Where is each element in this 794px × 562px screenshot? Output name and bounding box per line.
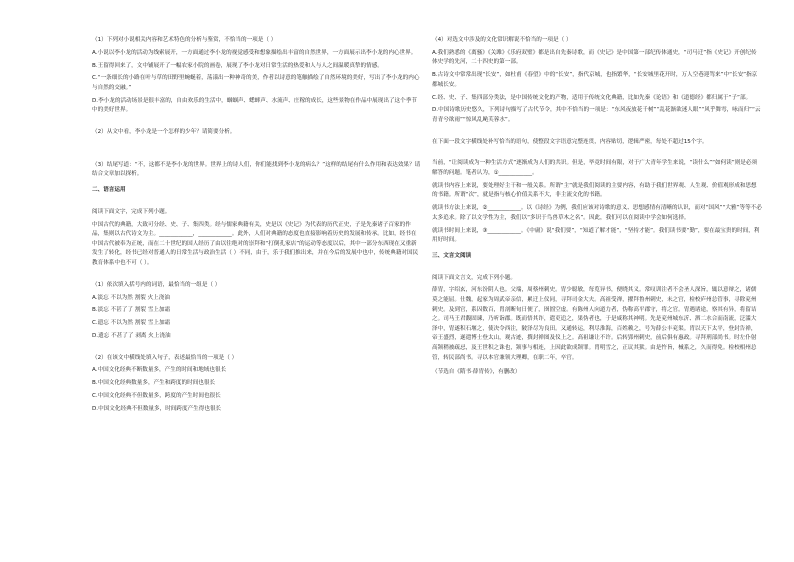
blank-space bbox=[92, 345, 422, 354]
source-note: （节选自《隋书·薛胄传》，有删改） bbox=[432, 369, 521, 376]
passage-paragraph: 就读书方法上来说，②____________。以《诗经》为例，我们应该对诗歌的意义、思想感情有清晰的认识，而对“国风”“大雅”等等不必太多追求。除了以文学性为主，我们以“多识于鸟兽草木之名”。因此，我们可以在阅读中学会如何选择。 bbox=[432, 205, 762, 221]
blank-space bbox=[432, 265, 762, 274]
question-text: 阅读下面文言文，完成下列小题。 bbox=[432, 274, 516, 281]
blank-space bbox=[432, 150, 762, 159]
passage-paragraph: 就读书时间上来说，③____________。《中庸》说“我们要”，“知道了解才能”，“坚持才能”。我们读书要“勤”，要在最宝贵的时间，利用好时间。 bbox=[432, 227, 760, 244]
answer-option: B.王留得回来了，文中铺展开了一幅农家小院的画卷，展现了李小龙对日常生活的热爱和人与人之间温暖真挚的情感。 bbox=[92, 62, 383, 69]
answer-option: A.我们熟悉的《离骚》《关雎》《乐府双璧》都是出自先秦诗歌，而《史记》是中国第一部纪传体通史，“司马迁”指《史记》开创纪传体史学的先河，二十四史的第一部。 bbox=[432, 49, 757, 66]
left-column bbox=[92, 36, 422, 418]
blank-space bbox=[92, 272, 422, 281]
passage-paragraph: 薛胄，字绍玄，河东汾阴人也。父端，周蔡州刺史。胄少聪敏，每览异书，便晓其义。常叹训注者不会圣人深旨，辄以意辩之，诸儒莫之能屈。仕魏，起家为周武帝亲信，累迁上仪同，寻拜司金大夫。高祖受禅，擢拜鲁州刺史，未之官，检校庐州总管事，寻除兖州刺史。及到官，系囚数百，胄剖断旬日便了，囹圄空虚。有陈州人向道力者，伪称高平郡守，将之官。胄遇诸途，察其有异，将留诘之。司马王君馥固谏，乃听诣郡。既而悟其诈，遣吏追之，果伪者也，于是咸称其神明。先是兖州城东沂、泗二水合而南流，泛滥大泽中，胄遂积石堰之，使决令西注，陂泽尽为良田。又通转运，利尽淮海，百姓赖之，号为薛公丰兖渠。胄以天下太平，登封告禅，帝王盛烈，遂遣博士登太山，观古迹，撰封禅图及仪上之。高祖谦让不许。后转郢州刺史，前后俱有惠政。寻拜刑部尚书。时左仆射高颎稍被疏忌，及王世积之诛也，颎事与相连，上因此欲成颎罪。胄明雪之，正议其狱。由是忤旨，械系之，久而得免。检校相州总管，转民部尚书。寻以本官兼领大理卿，在职二年，卒官。 bbox=[432, 287, 757, 361]
answer-space bbox=[92, 141, 422, 161]
question-text: 在下面一段文字横线处补写恰当的语句，使整段文字语意完整连贯，内容贴切，逻辑严密，每处不超过15个字。 bbox=[432, 138, 708, 145]
answer-option: B.淡忘 不甚了了 割裂 雪上加霜 bbox=[92, 307, 171, 314]
passage-paragraph: 当前，“让阅读成为一种生活方式”逐渐成为人们的共识。但是，毕竟时间有限，对于广大青年学生来说，“读什么”“如何读”则是必须解答的问题。笔者认为，①____________。 bbox=[432, 160, 758, 177]
blank-space bbox=[92, 199, 422, 208]
right-column bbox=[432, 36, 762, 381]
question-text: （2）在该文中横线处填入句子，表述最恰当的一项是（ ） bbox=[92, 354, 238, 361]
passage-paragraph: 就读书内容上来说，要处理好主干和一般关系。所谓“主”就是我们阅读的主要内容，有助于我们世界观、人生观、价值观形成和思想的书籍。所谓“次”，就是指与核心价值关系不大，非主流文化的书籍。 bbox=[432, 182, 757, 199]
answer-option: B.古诗文中常常出现“长安”，如杜甫《春望》中的“长安”，指代京城，也指繁华，“长安城里花开时，万人空巷迎驾来”中“长安”指京都城长安。 bbox=[432, 72, 758, 88]
answer-option: D.中国文化经典不但数量多，时间跨度产生得也很长 bbox=[92, 405, 222, 412]
question-text: （2）从文中看，李小龙是一个怎样的少年？请简要分析。 bbox=[92, 129, 236, 136]
question-text: （1）下列对小说相关内容和艺术特色的分析与鉴赏，不恰当的一项是（ ） bbox=[92, 37, 277, 43]
section-heading: 二、语言运用 bbox=[92, 187, 126, 194]
question-text: （4）对选文中涉及的文化常识解说不恰当的一项是（ ） bbox=[432, 37, 572, 43]
answer-option: C.“一条细长的小路在叶与草的田野里蜿蜒着，荡漾出一种神奇的美，作者以诗意的笔触描绘了自然环境的美好，写出了李小龙的内心与自然的交融。” bbox=[92, 75, 420, 91]
blank-space bbox=[92, 119, 422, 128]
answer-option: C.中国文化经典不但数量多，跨度的产生时间也很长 bbox=[92, 393, 221, 400]
question-text: 阅读下面文字，完成下列小题。 bbox=[92, 208, 171, 215]
answer-option: D.中国诗歌历史悠久，下列诗句描写了古代节令，其中不恰当的一项是：“东风夜放花千树”“乱花渐欲迷人眼”“风乎舞雩，咏而归”“云青青兮欲雨”“惊风乱飐芙蓉水”。 bbox=[432, 107, 761, 123]
answer-option: A.中国文化经典不断数量多，产生的时间和地域也很长 bbox=[92, 367, 227, 374]
answer-option: D.遗忘 不甚了了 剥离 火上浇油 bbox=[92, 332, 171, 339]
question-text: （1）依次填入括号内的词语，最恰当的一组是（ ） bbox=[92, 281, 221, 288]
answer-option: C.经、史、子、集四部分类法，是中国传统文化的产物，适用于传统文化典籍，比如先秦《论语》和《道德经》都归属于“子”部。 bbox=[432, 94, 752, 101]
answer-option: A.淡忘 不以为然 割裂 火上浇油 bbox=[92, 294, 170, 301]
section-heading: 三、文言文阅读 bbox=[432, 252, 472, 259]
answer-option: C.遗忘 不以为然 割裂 雪上加霜 bbox=[92, 320, 171, 327]
blank-space bbox=[432, 129, 762, 138]
question-text: （3）结尾写道：“不，这都不是李小龙的世界。世界上的诗人们，你们能找到李小龙的病么？”这样的结尾有什么作用和表达效果？请结合文章加以探析。 bbox=[92, 161, 421, 178]
answer-option: B.中国文化经典数量多，产生和跨度的时间也很长 bbox=[92, 380, 216, 387]
passage-paragraph: 中国古代的典籍，大致可分经、史、子、集四类。经与儒家典籍有关，史是以《史记》为代表的历代正史，子是先秦诸子百家的作品，集则以古代诗文为主。____________，____________。此外，人们对典籍的态度也直接影响着历史的发展和传承。比如，经书在中国古代被奉为正统，而在二十世纪的国人经历了由以往绝对的崇拜和“打倒孔家店”的运动等态度以后，其中一部分东西现在又重新发生了转化，经书已经对普通人的日常生活与政治生活（ ）不同，由于，乐于我们推出来，并在今后的发展中也中，传统典籍对国民教育体系中也不可（ ）。 bbox=[92, 221, 419, 266]
answer-option: D.李小龙的活动场景是很丰富的，自由欢乐的生活中，蝈蝈声、蟋蟀声、水流声、庄稼的成长，这些景物在作品中展现出了这个季节中的美好世界。 bbox=[92, 97, 417, 114]
answer-option: A.小说以李小龙的活动为线索展开，一方面通过李小龙的视觉感受和想象描绘出丰富的自然世界，一方面展示出李小龙的内心世界。 bbox=[92, 49, 417, 56]
